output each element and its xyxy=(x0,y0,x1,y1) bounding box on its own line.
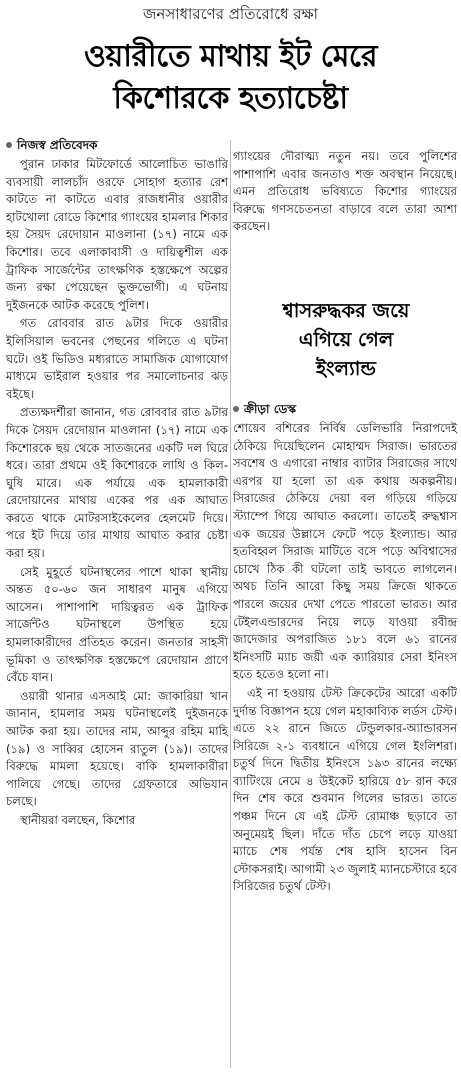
article1-headline-line2: কিশোরকে হত্যাচেষ্টা xyxy=(113,81,348,116)
article1-paragraph: প্রত্যক্ষদর্শীরা জানান, গত রোববার রাত ৯টার দিকে সৈয়দ রেদোয়ান মাওলানা (১৭) নামে এক কিশোরকে ছয় থেকে সাতজনের একটি দল ঘিরে ধরে। তারা প্রথমে ওই কিশোরকে লাথি ও কিল-ঘুষি মারে। এক পর্যায়ে এক হামলাকারী রেদোয়ানের মাথায় একের পর এক আঘাত করতে থাকে মোটরসাইকেলের হেলমেট দিয়ে। পরে ইট দিয়ে তার মাথায় আঘাত করার চেষ্টা করা হয়। xyxy=(6,405,228,561)
article2-headline-line1: শ্বাসরুদ্ধকর জয়ে xyxy=(282,299,410,322)
article2-headline xyxy=(236,296,456,383)
article1-byline xyxy=(6,136,228,154)
article1-byline-text: নিজস্ব প্রতিবেদক xyxy=(17,138,98,152)
article2-byline xyxy=(233,400,457,418)
article2-headline-line3: ইংল্যান্ড xyxy=(316,357,376,380)
article2-body xyxy=(233,400,457,897)
article1-continuation-text: গ্যাংয়ের দৌরাত্ম্য নতুন নয়। তবে পুলিশের পাশাপাশি এবার জনতাও শক্ত অবস্থান নিয়েছে। এমন প্রতিরোধ ভবিষ্যতে কিশোর গ্যাংয়ের বিরুদ্ধে গণসচেতনতা বাড়াবে বলে তারা আশা করছেন। xyxy=(233,149,457,234)
article2-headline-line2: এগিয়ে গেল xyxy=(298,328,394,351)
article2-paragraph: এই না হওয়ায় টেস্ট ক্রিকেটের আরো একটি দুর্দান্ত বিজ্ঞাপন হয়ে গেল মহাকাব্যিক লর্ডস টেস্ট। এতে ২২ রানে জিতে টেন্ডুলকার-অ্যান্ডারসন সিরিজে ২-১ ব্যবধানে এগিয়ে গেল ইংলিশরা। চতুর্থ দিনে দ্বিতীয় ইনিংসে ১৯৩ রানের লক্ষ্যে ব্যাটিংয়ে নেমে ৪ উইকেট হারিয়ে ৫৮ রান করে দিন শেষ করে শুবমান গিলের ভারত। তাতে পঞ্চম দিনে যে এই টেস্ট রোমাঞ্চ ছড়াবে তা অনুমেয়ই ছিল। দাঁতে দাঁত চেপে লড়ে যাওয়া ম্যাচে শেষ পর্যন্ত শেষ হাসি হাসেন বিন স্টোকসরাই। আগামী ২৩ জুলাই ম্যানচেস্টারে হবে সিরিজের চতুর্থ টেস্ট। xyxy=(233,685,457,894)
article1-kicker: জনসাধারণের প্রতিরোধে রক্ষা xyxy=(142,5,319,23)
article2-byline-text: ক্রীড়া ডেস্ক xyxy=(244,402,297,416)
bullet-icon xyxy=(6,142,12,148)
bullet-icon xyxy=(233,406,239,412)
article1-continuation xyxy=(233,148,457,237)
article1-paragraph: গত রোববার রাত ৯টার দিকে ওয়ারীর ইলিসিয়াল ভবনের পেছনের গলিতে এ ঘটনা ঘটে। ওই ভিডিও মধ্যরাতে সামাজিক যোগাযোগ মাধ্যমে ভাইরাল হওয়ার পর সমালোচনার ঝড় বইছে। xyxy=(6,316,228,401)
column-divider xyxy=(230,140,231,1068)
article1-body xyxy=(6,136,228,831)
article1-paragraph: স্থানীয়রা বলছেন, কিশোর xyxy=(20,812,136,827)
article1-paragraph: পুরান ঢাকার মিটফোর্ডে আলোচিত ভাঙারি ব্যবসায়ী লালচাঁদ ওরফে সোহাগ হত্যার রেশ কাটতে না কাটতে এবার রাজধানীর ওয়ারীর হাটখোলা রোডে কিশোর গ্যাংয়ের হামলার শিকার হয় সৈয়দ রেদোয়ান মাওলানা (১৭) নামে এক কিশোর। তবে এলাকাবাসী ও দায়িত্বশীল এক ট্রাফিক সার্জেন্টের তাৎক্ষণিক হস্তক্ষেপে অল্পের জন্য রক্ষা পেয়েছেন ভুক্তভোগী। এ ঘটনায় দুইজনকে আটক করেছে পুলিশ। xyxy=(6,157,228,312)
article1-headline-line1: ওয়ারীতে মাথায় ইট মেরে xyxy=(84,39,377,74)
article2-paragraph: শোয়েব বশিরের নির্বিষ ডেলিভারি নিরাপদেই ঠেকিয়ে দিয়েছিলেন মোহাম্মদ সিরাজ। ভারতের সবশেষ ও এগারো নাম্বার ব্যাটার সিরাজের সাথে এরপর যা হলো তা এক কথায় অকল্পনীয়। সিরাজের ঠেকিয়ে দেয়া বল গড়িয়ে গড়িয়ে স্ট্যাম্পে গিয়ে আঘাত করলো। তাতেই রুদ্ধশ্বাস এক জয়ের উল্লাসে ফেটে পড়ে ইংল্যান্ড। আর হতবিহ্বল সিরাজ মাটিতে বসে পড়ে অবিশ্বাসের চোখে ঠিক কী ঘটলো তাই ভাবতে লাগলেন। অথচ তিনি আরো কিছু সময় ক্রিজে থাকতে পারলে জয়ের দেখা পেতে পারতো ভারত। আর টেইলএন্ডারদের নিয়ে লড়ে যাওয়া রবীন্দ্র জাদেজার অপরাজিত ১৮১ বলে ৬১ রানের ইনিংসটি ম্যাচ জয়ী এক ক্যারিয়ার সেরা ইনিংস হতে হতেও হলো না। xyxy=(233,421,457,682)
article1-paragraph: সেই মুহূর্তে ঘটনাস্থলের পাশে থাকা স্থানীয় অন্তত ৫০-৬০ জন সাধারণ মানুষ এগিয়ে আসেন। পাশাপাশি দায়িত্বরত এক ট্রাফিক সার্জেন্টও ঘটনাস্থলে উপস্থিত হয়ে হামলাকারীদের প্রতিহত করেন। জনতার সাহসী ভূমিকা ও তাৎক্ষণিক হস্তক্ষেপে রেদোয়ান প্রাণে বেঁচে যান। xyxy=(6,564,228,685)
article1-headline xyxy=(4,36,457,120)
article1-paragraph: ওয়ারী থানার এসআই মো: জাকারিয়া খান জানান, হামলার সময় ঘটনাস্থলেই দুইজনকে আটক করা হয়। তাদের নাম, আব্দুর রহিম মাহি (১৯) ও সাব্বির হোসেন রাতুল (১৯)। তাদের বিরুদ্ধে মামলা হয়েছে। বাকি হামলাকারীরা পালিয়ে গেছে। তাদের গ্রেফতারে অভিযান চলছে। xyxy=(6,688,228,809)
